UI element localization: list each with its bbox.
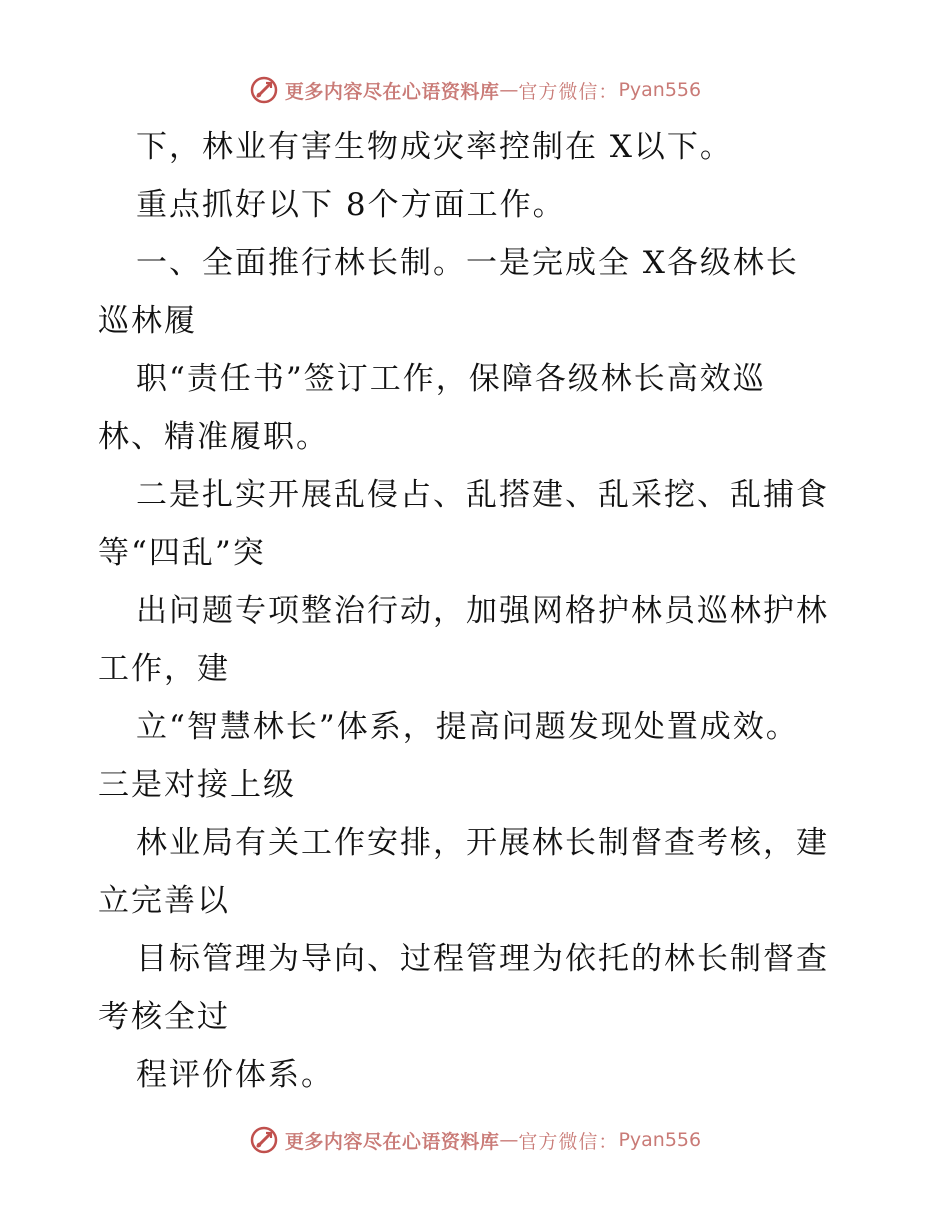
- text-line: 重点抓好以下 8个方面工作。: [136, 187, 566, 223]
- text-line: 二是扎实开展乱侵占、乱搭建、乱采挖、乱捕食: [136, 477, 829, 513]
- header-brand-text: 更多内容尽在心语资料库: [284, 80, 500, 103]
- footer-wechat-account: Pyan556: [618, 1129, 702, 1151]
- footer-wechat-label: 官方微信：: [518, 1130, 619, 1153]
- document-body: [98, 118, 858, 1104]
- brand-logo-icon: [249, 1125, 279, 1155]
- text-line: 立“智慧林长”体系，提高问题发现处置成效。: [136, 709, 799, 745]
- header-wechat-account: Pyan556: [618, 79, 702, 101]
- footer-dash: —: [499, 1129, 519, 1151]
- footer-banner: [0, 1120, 950, 1160]
- text-line: 一、全面推行林长制。一是完成全 X各级林长: [136, 245, 799, 281]
- header-banner: [0, 70, 950, 110]
- text-line: 巡林履: [98, 303, 197, 339]
- text-line: 出问题专项整治行动，加强网格护林员巡林护林: [136, 593, 829, 629]
- text-line: 三是对接上级: [98, 767, 296, 803]
- footer-brand-text: 更多内容尽在心语资料库: [284, 1130, 500, 1153]
- text-line: 考核全过: [98, 999, 230, 1035]
- header-dash: —: [499, 79, 519, 101]
- text-line: 程评价体系。: [136, 1057, 334, 1093]
- header-wechat-label: 官方微信：: [518, 80, 619, 103]
- text-line: 职“责任书”签订工作，保障各级林长高效巡: [136, 361, 766, 397]
- text-line: 林、精准履职。: [98, 419, 329, 455]
- text-line: 等“四乱”突: [98, 535, 266, 571]
- text-line: 下，林业有害生物成灾率控制在 X以下。: [136, 129, 733, 165]
- text-line: 立完善以: [98, 883, 230, 919]
- text-line: 目标管理为导向、过程管理为依托的林长制督查: [136, 941, 829, 977]
- text-line: 工作，建: [98, 651, 230, 687]
- text-line: 林业局有关工作安排，开展林长制督查考核，建: [136, 825, 829, 861]
- brand-logo-icon: [249, 75, 279, 105]
